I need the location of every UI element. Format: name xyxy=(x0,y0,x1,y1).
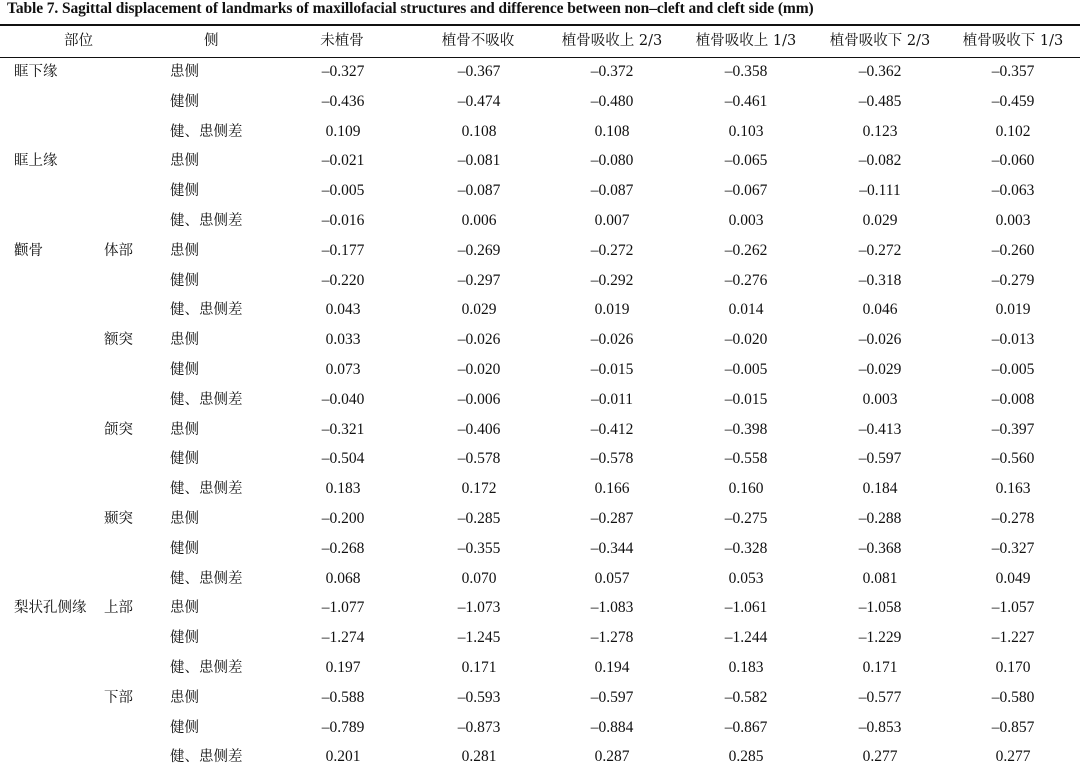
side-cell: 健侧 xyxy=(170,719,199,736)
header-col-5: 植骨吸收下 1/3 xyxy=(962,33,1064,49)
side-cell: 健侧 xyxy=(170,362,199,378)
value-cell: –0.020 xyxy=(457,361,501,378)
value-cell: –0.857 xyxy=(991,718,1035,736)
value-cell: 0.108 xyxy=(461,122,497,140)
header-col-3: 植骨吸收上 1/3 xyxy=(695,33,797,49)
value-cell: –0.111 xyxy=(859,182,901,200)
value-cell: –0.344 xyxy=(590,539,634,557)
table-row xyxy=(0,266,1080,296)
value-cell: –0.005 xyxy=(724,361,768,378)
value-cell: –0.406 xyxy=(457,420,501,438)
value-cell: –0.065 xyxy=(724,152,768,170)
value-cell: –0.884 xyxy=(590,718,634,736)
table-row xyxy=(0,534,1080,564)
value-cell: 0.123 xyxy=(862,122,898,140)
value-cell: –0.459 xyxy=(991,92,1035,110)
value-cell: –0.398 xyxy=(724,420,768,438)
value-cell: –0.272 xyxy=(858,241,902,259)
value-cell: –0.789 xyxy=(321,718,365,736)
value-cell: –0.368 xyxy=(858,539,902,557)
value-cell: –0.087 xyxy=(457,182,501,200)
value-cell: –0.015 xyxy=(724,390,768,408)
value-cell: –0.318 xyxy=(858,271,902,289)
value-cell: –1.077 xyxy=(321,599,365,617)
value-cell: –0.006 xyxy=(457,390,501,408)
value-cell: –0.278 xyxy=(991,510,1035,527)
value-cell: 0.053 xyxy=(728,569,764,587)
value-cell: 0.285 xyxy=(728,748,764,766)
table-row xyxy=(0,176,1080,206)
table-row xyxy=(0,713,1080,743)
value-cell: –0.474 xyxy=(457,92,501,110)
value-cell: –0.355 xyxy=(457,539,501,557)
value-cell: –0.177 xyxy=(321,241,365,259)
table-row xyxy=(0,504,1080,534)
value-cell: 0.170 xyxy=(995,659,1031,676)
header-col-2: 植骨吸收上 2/3 xyxy=(561,33,663,49)
value-cell: –0.357 xyxy=(991,63,1035,80)
header-col-0: 未植骨 xyxy=(320,33,364,49)
value-cell: 0.029 xyxy=(862,212,898,229)
table-row xyxy=(0,57,1080,87)
header-side: 侧 xyxy=(204,33,219,49)
value-cell: –0.328 xyxy=(724,539,768,557)
side-cell: 健、患侧差 xyxy=(170,213,243,229)
table-row xyxy=(0,146,1080,176)
table-row xyxy=(0,236,1080,266)
value-cell: –0.080 xyxy=(590,152,634,170)
value-cell: 0.287 xyxy=(594,748,630,766)
value-cell: 0.043 xyxy=(325,301,361,319)
value-cell: 0.019 xyxy=(995,301,1031,319)
value-cell: 0.194 xyxy=(594,659,630,676)
value-cell: –0.288 xyxy=(858,510,902,527)
value-cell: –0.082 xyxy=(858,152,902,170)
table-row xyxy=(0,683,1080,713)
value-cell: 0.277 xyxy=(995,748,1031,766)
table-row xyxy=(0,742,1080,772)
value-cell: –1.278 xyxy=(590,629,634,647)
value-cell: 0.102 xyxy=(995,122,1031,140)
value-cell: –0.436 xyxy=(321,92,365,110)
table-row xyxy=(0,564,1080,594)
side-cell: 健侧 xyxy=(170,451,199,468)
value-cell: 0.109 xyxy=(325,122,361,140)
value-cell: –0.220 xyxy=(321,271,365,289)
header-col-4: 植骨吸收下 2/3 xyxy=(829,33,931,49)
region-cell: 眶上缘 xyxy=(14,153,58,170)
value-cell: –0.853 xyxy=(858,718,902,736)
table-row xyxy=(0,653,1080,683)
table-row xyxy=(0,623,1080,653)
value-cell: –0.087 xyxy=(590,182,634,200)
value-cell: –0.279 xyxy=(991,271,1035,289)
side-cell: 健侧 xyxy=(170,540,199,557)
side-cell: 患侧 xyxy=(170,689,199,706)
value-cell: –0.287 xyxy=(590,510,634,527)
value-cell: –0.040 xyxy=(321,390,365,408)
value-cell: 0.160 xyxy=(728,480,764,498)
value-cell: –0.367 xyxy=(457,63,501,80)
region-cell: 颧骨 xyxy=(14,242,43,259)
value-cell: 0.070 xyxy=(461,569,497,587)
side-cell: 健、患侧差 xyxy=(170,660,243,676)
value-cell: 0.201 xyxy=(325,748,361,766)
value-cell: –0.358 xyxy=(724,63,768,80)
value-cell: –1.274 xyxy=(321,629,365,647)
value-cell: –0.013 xyxy=(991,331,1035,349)
value-cell: –0.021 xyxy=(321,152,365,170)
table-row xyxy=(0,385,1080,415)
value-cell: 0.166 xyxy=(594,480,630,498)
side-cell: 健侧 xyxy=(170,183,199,200)
region-cell: 梨状孔侧缘 xyxy=(14,600,87,617)
side-cell: 健侧 xyxy=(170,93,199,110)
side-cell: 健、患侧差 xyxy=(170,123,243,140)
region-cell: 眶下缘 xyxy=(14,64,58,80)
value-cell: –0.480 xyxy=(590,92,634,110)
value-cell: 0.184 xyxy=(862,480,898,498)
value-cell: –0.560 xyxy=(991,450,1035,468)
value-cell: –0.262 xyxy=(724,241,768,259)
value-cell: –0.060 xyxy=(991,152,1035,170)
value-cell: –1.083 xyxy=(590,599,634,617)
side-cell: 健、患侧差 xyxy=(170,481,243,498)
value-cell: –0.026 xyxy=(858,331,902,349)
table-row xyxy=(0,206,1080,236)
value-cell: –0.582 xyxy=(724,688,768,706)
value-cell: –0.461 xyxy=(724,92,768,110)
subregion-cell: 上部 xyxy=(104,600,133,617)
value-cell: –0.081 xyxy=(457,152,501,170)
value-cell: 0.068 xyxy=(325,569,361,587)
value-cell: –0.020 xyxy=(724,331,768,349)
value-cell: 0.108 xyxy=(594,122,630,140)
value-cell: –0.292 xyxy=(590,271,634,289)
table-row xyxy=(0,325,1080,355)
value-cell: 0.029 xyxy=(461,301,497,319)
side-cell: 健、患侧差 xyxy=(170,749,243,766)
value-cell: –1.245 xyxy=(457,629,501,647)
value-cell: 0.006 xyxy=(461,212,497,229)
table-row xyxy=(0,295,1080,325)
value-cell: –0.015 xyxy=(590,361,634,378)
value-cell: –0.362 xyxy=(858,63,902,80)
table-row xyxy=(0,87,1080,117)
value-cell: –0.276 xyxy=(724,271,768,289)
value-cell: –0.485 xyxy=(858,92,902,110)
value-cell: 0.033 xyxy=(325,331,361,349)
value-cell: 0.281 xyxy=(461,748,497,766)
side-cell: 患侧 xyxy=(170,600,199,617)
value-cell: –0.026 xyxy=(590,331,634,349)
value-cell: –0.200 xyxy=(321,510,365,527)
side-cell: 健、患侧差 xyxy=(170,570,243,587)
value-cell: 0.003 xyxy=(728,212,764,229)
value-cell: –0.580 xyxy=(991,688,1035,706)
value-cell: –0.578 xyxy=(590,450,634,468)
value-cell: –1.061 xyxy=(724,599,768,617)
value-cell: –0.413 xyxy=(858,420,902,438)
subregion-cell: 额突 xyxy=(104,332,133,349)
value-cell: –0.275 xyxy=(724,510,768,527)
value-cell: –0.260 xyxy=(991,241,1035,259)
side-cell: 患侧 xyxy=(170,242,199,259)
value-cell: –1.058 xyxy=(858,599,902,617)
value-cell: –0.397 xyxy=(991,420,1035,438)
table-caption: Table 7. Sagittal displacement of landmarks of maxillofacial structures and difference between non–cleft and cleft side (mm) xyxy=(7,0,814,17)
value-cell: 0.103 xyxy=(728,122,764,140)
side-cell: 患侧 xyxy=(170,511,199,527)
value-cell: 0.171 xyxy=(862,659,898,676)
value-cell: 0.073 xyxy=(325,361,361,378)
table-row xyxy=(0,444,1080,474)
value-cell: –0.327 xyxy=(991,539,1035,557)
value-cell: –0.016 xyxy=(321,212,365,229)
value-cell: –1.227 xyxy=(991,629,1035,647)
value-cell: 0.003 xyxy=(995,212,1031,229)
side-cell: 健侧 xyxy=(170,630,199,647)
table-row xyxy=(0,474,1080,504)
side-cell: 健、患侧差 xyxy=(170,391,243,408)
value-cell: –0.005 xyxy=(321,182,365,200)
value-cell: –0.268 xyxy=(321,539,365,557)
value-cell: –0.005 xyxy=(991,361,1035,378)
value-cell: –0.597 xyxy=(590,688,634,706)
value-cell: –0.578 xyxy=(457,450,501,468)
value-cell: –0.372 xyxy=(590,63,634,80)
header-rule xyxy=(0,57,1080,58)
value-cell: 0.171 xyxy=(461,659,497,676)
value-cell: –1.244 xyxy=(724,629,768,647)
value-cell: –0.272 xyxy=(590,241,634,259)
value-cell: –0.067 xyxy=(724,182,768,200)
value-cell: 0.172 xyxy=(461,480,497,498)
side-cell: 患侧 xyxy=(170,332,199,349)
value-cell: –0.504 xyxy=(321,450,365,468)
subregion-cell: 下部 xyxy=(104,689,133,706)
value-cell: –0.285 xyxy=(457,510,501,527)
table-row xyxy=(0,355,1080,385)
value-cell: –0.593 xyxy=(457,688,501,706)
value-cell: 0.277 xyxy=(862,748,898,766)
value-cell: 0.003 xyxy=(862,390,898,408)
value-cell: –0.026 xyxy=(457,331,501,349)
side-cell: 健侧 xyxy=(170,272,199,289)
value-cell: 0.019 xyxy=(594,301,630,319)
subregion-cell: 颌突 xyxy=(104,421,133,438)
value-cell: –0.029 xyxy=(858,361,902,378)
value-cell: –0.297 xyxy=(457,271,501,289)
value-cell: –0.577 xyxy=(858,688,902,706)
value-cell: 0.163 xyxy=(995,480,1031,498)
subregion-cell: 体部 xyxy=(104,242,133,259)
table-row xyxy=(0,415,1080,445)
value-cell: 0.049 xyxy=(995,569,1031,587)
value-cell: –0.588 xyxy=(321,688,365,706)
value-cell: 0.046 xyxy=(862,301,898,319)
subregion-cell: 颞突 xyxy=(104,511,133,527)
table-row xyxy=(0,117,1080,147)
value-cell: 0.197 xyxy=(325,659,361,676)
value-cell: –1.073 xyxy=(457,599,501,617)
value-cell: –1.229 xyxy=(858,629,902,647)
side-cell: 健、患侧差 xyxy=(170,302,243,319)
side-cell: 患侧 xyxy=(170,421,199,438)
value-cell: –0.873 xyxy=(457,718,501,736)
value-cell: 0.014 xyxy=(728,301,764,319)
header-region: 部位 xyxy=(64,33,93,49)
value-cell: –0.327 xyxy=(321,63,365,80)
value-cell: –0.597 xyxy=(858,450,902,468)
value-cell: –0.321 xyxy=(321,420,365,438)
table-header-row xyxy=(0,26,1080,57)
value-cell: 0.007 xyxy=(594,212,630,229)
side-cell: 患侧 xyxy=(170,153,199,170)
value-cell: –0.063 xyxy=(991,182,1035,200)
table-row xyxy=(0,593,1080,623)
header-col-1: 植骨不吸收 xyxy=(441,33,515,49)
value-cell: –0.558 xyxy=(724,450,768,468)
value-cell: 0.183 xyxy=(728,659,764,676)
value-cell: –0.412 xyxy=(590,420,634,438)
value-cell: 0.081 xyxy=(862,569,898,587)
value-cell: 0.183 xyxy=(325,480,361,498)
value-cell: –0.867 xyxy=(724,718,768,736)
value-cell: –0.008 xyxy=(991,390,1035,408)
value-cell: –0.269 xyxy=(457,241,501,259)
value-cell: –1.057 xyxy=(991,599,1035,617)
side-cell: 患侧 xyxy=(170,64,199,80)
value-cell: 0.057 xyxy=(594,569,630,587)
value-cell: –0.011 xyxy=(590,390,634,408)
